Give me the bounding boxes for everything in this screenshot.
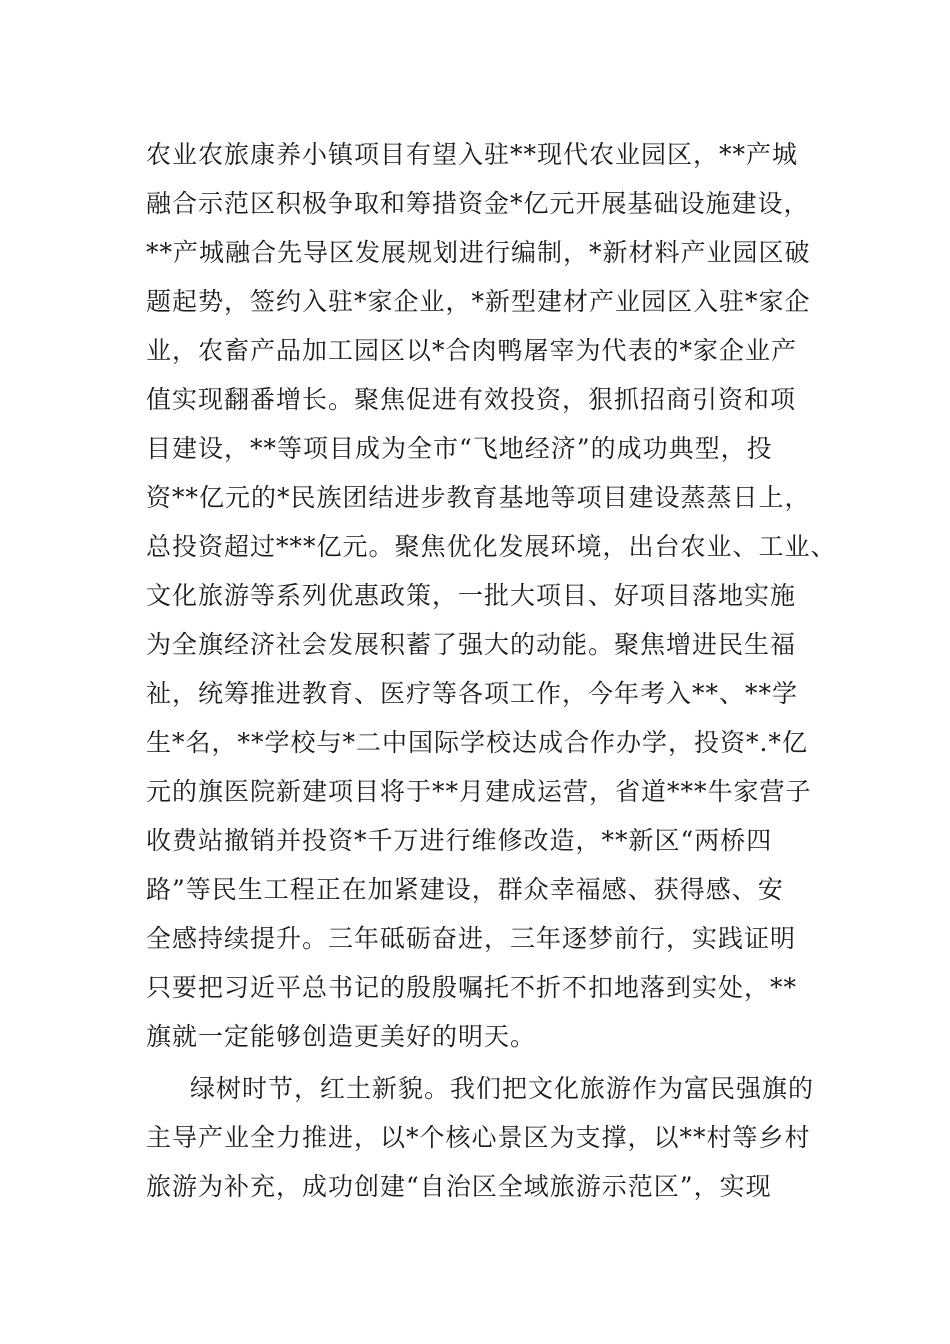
text-line: 总投资超过***亿元。聚焦优化发展环境，出台农业、工业、 xyxy=(146,532,837,561)
text-line: 农业农旅康养小镇项目有望入驻**现代农业园区，**产城 xyxy=(146,140,799,169)
text-line: 全感持续提升。三年砥砺奋进，三年逐梦前行，实践证明 xyxy=(146,924,797,953)
text-line: 文化旅游等系列优惠政策，一批大项目、好项目落地实施 xyxy=(146,581,797,610)
text-line: 题起势，签约入驻*家企业，*新型建材产业园区入驻*家企 xyxy=(146,287,811,316)
paragraph-1 xyxy=(146,130,837,1061)
text-line: 融合示范区积极争取和筹措资金*亿元开展基础设施建设， xyxy=(146,189,810,218)
paragraph-2 xyxy=(146,1064,826,1211)
text-line: **产城融合先导区发展规划进行编制，*新材料产业园区破 xyxy=(146,238,811,267)
text-line: 值实现翻番增长。聚焦促进有效投资，狠抓招商引资和项 xyxy=(146,385,797,414)
text-line: 祉，统筹推进教育、医疗等各项工作，今年考入**、**学 xyxy=(146,679,799,708)
text-line: 旅游为补充，成功创建“自治区全域旅游示范区”，实现 xyxy=(146,1172,772,1201)
document-body xyxy=(146,130,837,1211)
text-line: 路”等民生工程正在加紧建设，群众幸福感、获得感、安 xyxy=(146,875,784,904)
text-line: 资**亿元的*民族团结进步教育基地等项目建设蒸蒸日上， xyxy=(146,483,811,512)
text-line: 只要把习近平总书记的殷殷嘱托不折不扣地落到实处，** xyxy=(146,973,798,1002)
text-line: 业，农畜产品加工园区以*合肉鸭屠宰为代表的*家企业产 xyxy=(146,336,798,365)
text-line: 收费站撤销并投资*千万进行维修改造，**新区“两桥四 xyxy=(146,826,773,855)
text-line: 为全旗经济社会发展积蓄了强大的动能。聚焦增进民生福 xyxy=(146,630,797,659)
text-line: 生*名，**学校与*二中国际学校达成合作办学，投资*.*亿 xyxy=(146,728,808,757)
text-line: 绿树时节，红土新貌。我们把文化旅游作为富民强旗的 xyxy=(190,1074,815,1103)
text-line: 元的旗医院新建项目将于**月建成运营，省道***牛家营子 xyxy=(146,777,812,806)
text-line: 主导产业全力推进，以*个核心景区为支撑，以**村等乡村 xyxy=(146,1123,811,1152)
text-line: 目建设，**等项目成为全市“飞地经济”的成功典型，投 xyxy=(146,434,773,463)
text-line: 旗就一定能够创造更美好的明天。 xyxy=(146,1022,537,1051)
